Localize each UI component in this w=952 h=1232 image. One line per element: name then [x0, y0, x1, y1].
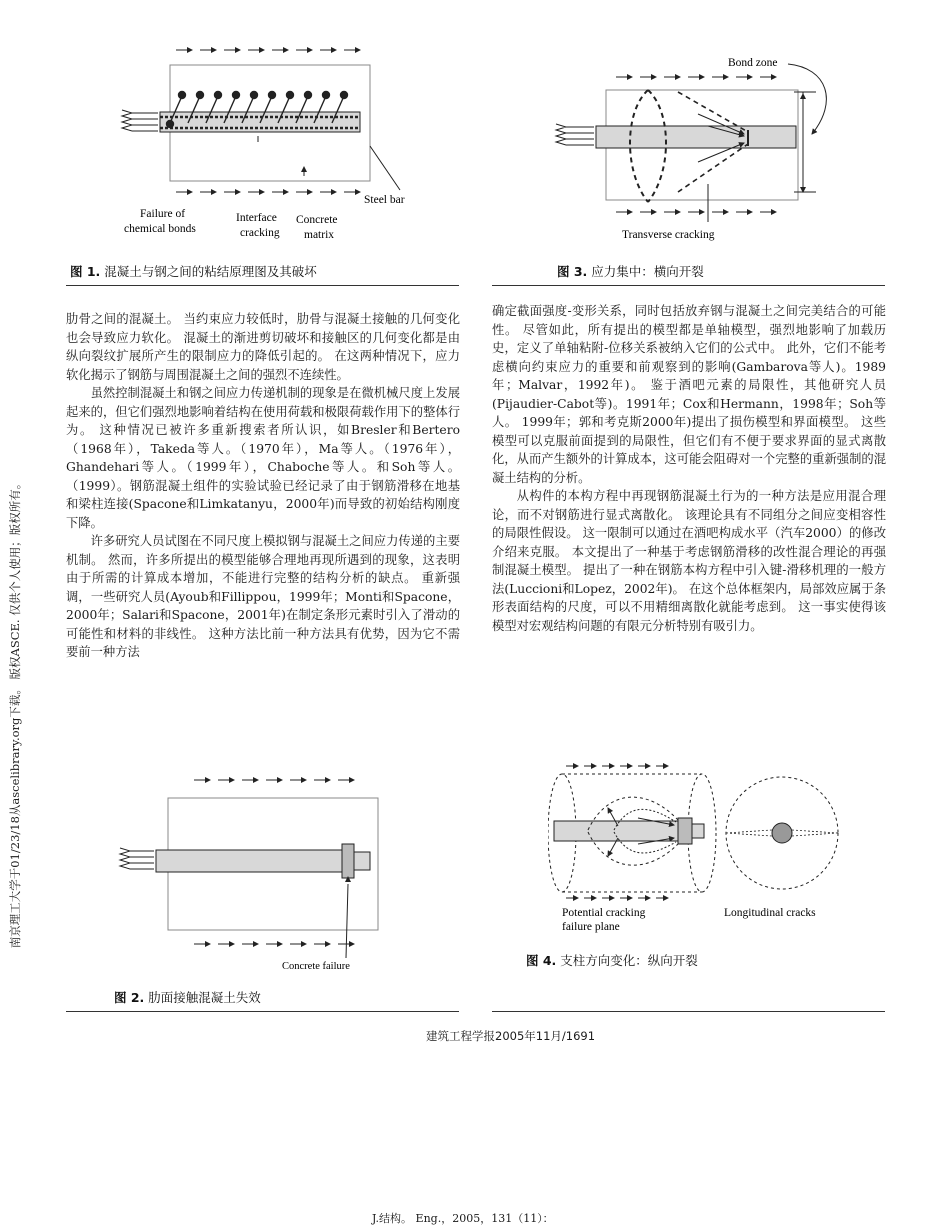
figure-4-label-longitudinal: Longitudinal cracks	[724, 907, 816, 919]
figure-3-diagram	[548, 52, 878, 247]
figure-1-label-interface-line1: Interface	[236, 212, 277, 224]
figure-1-label-interface-line2: cracking	[240, 227, 280, 239]
figure-3-label-transverse: Transverse cracking	[622, 229, 715, 241]
figure-4-diagram	[548, 758, 848, 938]
figure-4-caption-text: 支柱方向变化：纵向开裂	[560, 953, 698, 968]
figure-2-caption	[114, 988, 261, 1006]
right-paragraph-2: 从构件的本构方程中再现钢筋混凝土行为的一种方法是应用混合理论，而不对钢筋进行显式离散化。 该理论具有不同组分之间应变相容性的局限性假设。 这一限制可以通过在酒吧构成水平（汽车2000）的修改介绍来克服。 本文提出了一种基于考虑钢筋滑移的改性混合理论的再强制混凝土模型。 提出了一种在钢筋本构方程中引入键-滑移机理的一般方法(Luccioni和Lopez，2002年)。 在这个总体框架内，局部效应属于条形表面结构的尺度，可以不用精细离散化就能考虑到。 这一事实使得该模型对宏观结构问题的有限元分析特别有吸引力。	[492, 489, 886, 633]
figure-1-label-failure-line2: chemical bonds	[124, 223, 196, 235]
figure-1-label: 图 1.	[70, 264, 101, 279]
figure-4-rule	[492, 1011, 885, 1012]
figure-3-rule	[492, 285, 885, 286]
download-notice: 南京理工大学于01/23/18从ascelibrary.org下载。 版权ASCE. 仅供个人使用；版权所有。	[8, 477, 22, 949]
left-column	[66, 310, 460, 662]
figure-1-label-concrete-line2: matrix	[304, 229, 335, 241]
citation-footer: J.结构。 Eng.，2005，131（11）：	[372, 1212, 554, 1225]
figure-2	[110, 772, 430, 977]
figure-1-rule	[66, 285, 459, 286]
figure-1-label-concrete-line1: Concrete	[296, 214, 338, 226]
figure-3-caption-text: 应力集中：横向开裂	[591, 264, 704, 279]
figure-1-diagram	[108, 40, 428, 250]
right-paragraph-1: 确定截面强度-变形关系，同时包括放弃钢与混凝土之间完美结合的可能性。 尽管如此，所有提出的模型都是单轴模型，强烈地影响了加载历史，定义了单轴粘附-位移关系被纳入它们的公式中。 此外，它们不能考虑横向约束应力的重要和前观察到的影响(Gambarova等人)。1989年；Malvar，1992年)。 鉴于酒吧元素的局限性，其他研究人员(Pijaudier-Cabot等)。1991年；Cox和Hermann，1998年；Soh等人。 1999年；郭和考克斯2000年)提出了损伤模型和界面模型。 这些模型可以克服前面提到的局限性，但它们有不便于要求界面的显式离散化，从而产生额外的计算成本，这可能会阻碍对一个完整的重新强制的混凝土结构的分析。	[492, 304, 886, 485]
figure-4	[548, 758, 848, 938]
figure-1-label-steel: Steel bar	[364, 194, 405, 206]
figure-1-caption-text: 混凝土与钢之间的粘结原理图及其破坏	[104, 264, 317, 279]
figure-2-diagram	[110, 772, 430, 977]
figure-1-caption	[70, 262, 317, 280]
figure-4-caption	[526, 951, 698, 969]
right-column	[492, 302, 886, 635]
figure-1	[108, 40, 428, 250]
figure-2-rule	[66, 1011, 459, 1012]
figure-2-label: 图 2.	[114, 990, 145, 1005]
left-paragraph-2: 虽然控制混凝土和钢之间应力传递机制的现象是在微机械尺度上发展起来的，但它们强烈地影响着结构在使用荷载和极限荷载作用下的整体行为。 这种情况已被许多重新搜索者所认识，如Bresler和Bertero（1968年），Takeda等人。（1970年），Ma等人。（1976年），Ghandehari等人。（1999年），Chaboche等人。和Soh等人。（1999）。钢筋混凝土组件的实验试验已经记录了由于钢筋滑移在地基和梁柱连接(Spacone和Limkatanyu，2000年)而导致的初始结构刚度下降。	[66, 386, 460, 530]
figure-2-label-concrete-failure: Concrete failure	[282, 961, 350, 972]
figure-3	[548, 52, 878, 247]
figure-2-caption-text: 肋面接触混凝土失效	[148, 990, 261, 1005]
figure-4-label-potential-line2: failure plane	[562, 921, 620, 933]
figure-3-label-bond-zone: Bond zone	[728, 57, 778, 69]
left-paragraph-3: 许多研究人员试图在不同尺度上模拟钢与混凝土之间应力传递的主要机制。 然而，许多所提出的模型能够合理地再现所遇到的现象，这表明由于所需的计算成本增加，不能进行完整的结构分析的缺点。 重新强调，一些研究人员(Ayoub和Fillippou，1999年；Monti和Spacone，2000年；Salari和Spacone，2001年)在制定条形元素时引入了滑动的可能性和材料的非线性。 这种方法比前一种方法具有优势，因为它不需要前一种方法	[66, 534, 460, 659]
figure-4-label: 图 4.	[526, 953, 557, 968]
figure-3-caption	[557, 262, 704, 280]
figure-3-label: 图 3.	[557, 264, 588, 279]
figure-1-label-failure-line1: Failure of	[140, 208, 186, 220]
figure-4-label-potential-line1: Potential cracking	[562, 907, 646, 919]
left-paragraph-1: 肋骨之间的混凝土。 当约束应力较低时，肋骨与混凝土接触的几何变化也会导致应力软化。 混凝土的渐进剪切破坏和接触区的几何变化都是由纵向裂纹扩展所产生的限制应力的降低引起的。 在这两种情况下，应力软化揭示了钢筋与周围混凝土之间的强烈不连续性。	[66, 312, 460, 382]
journal-footer: 建筑工程学报2005年11月/1691	[426, 1029, 596, 1043]
